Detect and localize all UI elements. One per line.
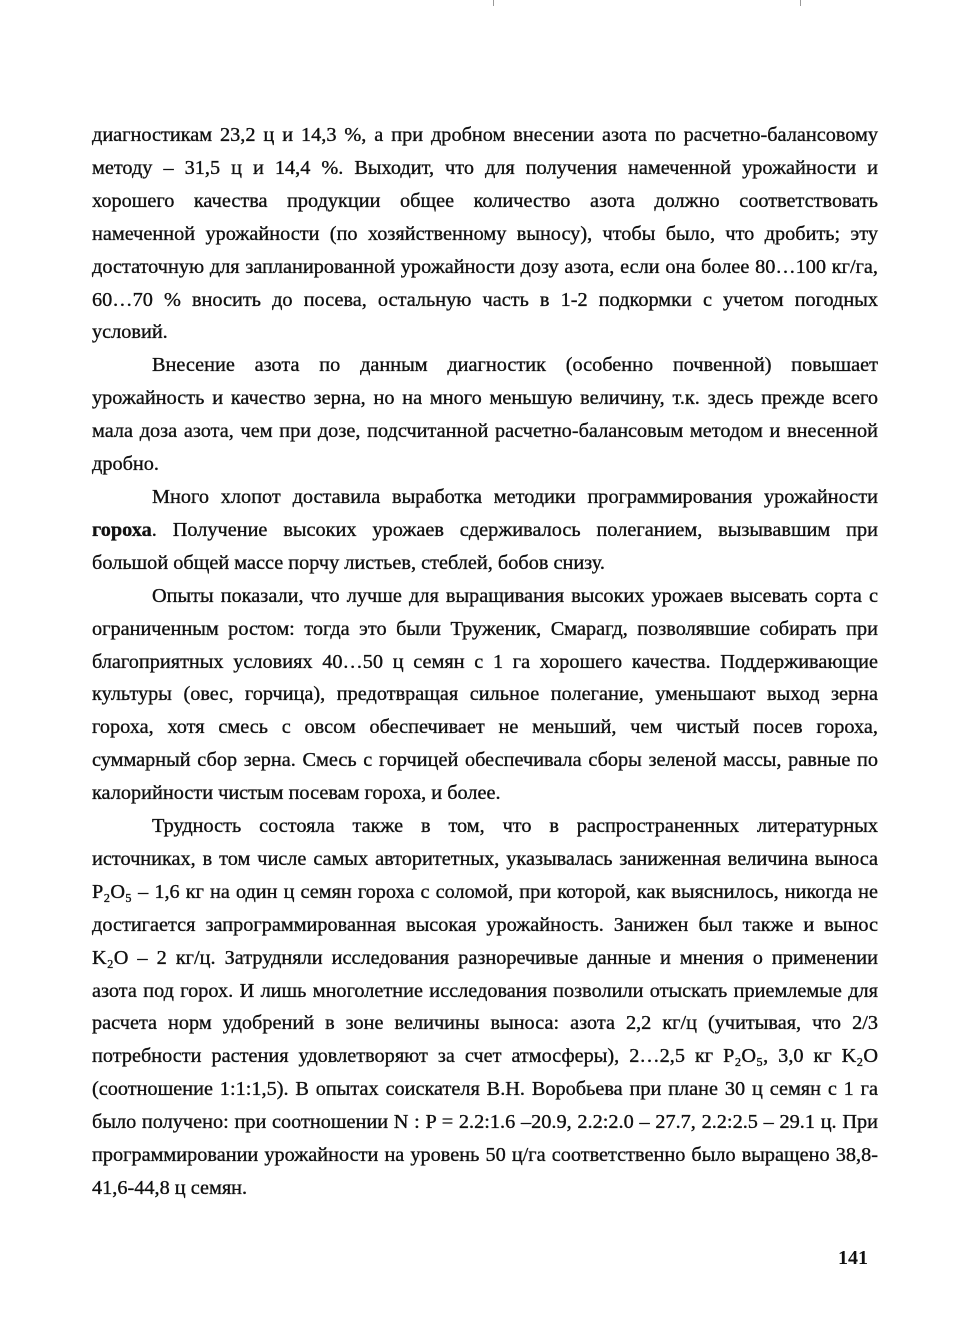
paragraph-4: Опыты показали, что лучше для выращивания высоких урожаев высевать сорта с ограниченным ростом: тогда это были Труженик, Смарагд, позволявшие собирать при благоприятных условиях 40…50 ц семян с 1 га хорошего качества. Поддерживающие культуры (овес, горчица), предотвращая сильное полегание, уменьшают выход зерна гороха, хотя смесь с овсом обеспечивает не меньший, чем чистый посев гороха, суммарный сбор зерна. Смесь с горчицей обеспечивала сборы зеленой массы, равные по калорийности чистым посевам гороха, и более. [92,584,878,805]
bold-term: гороха [92,518,152,541]
paragraph-5: Трудность состояла также в том, что в распространенных литературных источниках, в том числе самых авторитетных, указывалась заниженная величина выноса P₂O₅ – 1,6 кг на один ц семян гороха с соломой, при которой, как выяснилось, никогда не достигается запрограммированная высокая урожайность. Занижен был также и вынос K₂O – 2 кг/ц. Затрудняли исследования разноречивые данные и мнения о применении азота под горох. И лишь многолетние исследования позволили отыскать приемлемые для расчета норм удобрений в зоне величины выноса: азота 2,2 кг/ц (учитывая, что 2/3 потребности растения удовлетворяют за счет атмосферы), 2…2,5 кг P₂O₅, 3,0 кг K₂O (соотношение 1:1:1,5). В опытах соискателя В.Н. Воробьева при плане 30 ц семян с 1 га было получено: при соотношении N : P = 2.2:1.6 –20.9, 2.2:2.0 – 27.7, 2.2:2.5 – 29.1 ц. При программировании урожайности на уровень 50 ц/га соответственно было выращено 38,8-41,6-44,8 ц семян. [92,815,878,1199]
paragraph-2: Внесение азота по данным диагностик (особенно почвенной) повышает урожайность и качество зерна, но на много меньшую величину, т.к. здесь прежде всего мала доза азота, чем при дозе, подсчитанной расчетно-балансовым методом и внесенной дробно. [92,354,878,476]
page-number: 141 [838,1247,868,1269]
scan-mark [493,0,494,6]
body-text [92,119,878,1205]
paragraph-3: Много хлопот доставила выработка методики программирования урожайности гороха. Получение высоких урожаев сдерживалось полеганием, вызывавшим при большой общей массе порчу листьев, стеблей, бобов снизу. [92,485,878,574]
scan-mark [800,0,801,6]
paragraph-1: диагностикам 23,2 ц и 14,3 %, а при дробном внесении азота по расчетно-балансовому методу – 31,5 ц и 14,4 %. Выходит, что для получения намеченной урожайности и хорошего качества продукции общее количество азота должно соответствовать намеченной урожайности (по хозяйственному выносу), чтобы было, что дробить; эту достаточную для запланированной урожайности дозу азота, если она более 80…100 кг/га, 60…70 % вносить до посева, остальную часть в 1-2 подкормки с учетом погодных условий. [92,124,878,344]
